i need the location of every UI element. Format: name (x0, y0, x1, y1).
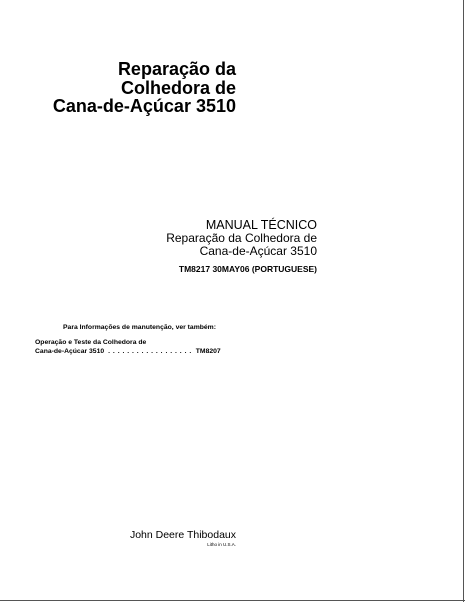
page-edge-bottom (0, 600, 465, 601)
manual-label: MANUAL TÉCNICO (205, 218, 317, 232)
reference-entry-row (35, 347, 221, 356)
manual-code: TM8217 30MAY06 (PORTUGUESE) (178, 264, 317, 274)
reference-entry (35, 338, 221, 356)
manual-subtitle-line-2: Cana-de-Açúcar 3510 (199, 243, 317, 258)
main-title-line-3: Cana-de-Açúcar 3510 (52, 96, 236, 116)
main-title-line-1: Reparação da (117, 59, 236, 79)
page-edge-right (463, 0, 464, 602)
printed-in-note: Litho in U.S.A. (207, 542, 236, 547)
manual-subtitle-line-1: Reparação da Colhedora de (166, 231, 317, 245)
publisher-block (130, 529, 236, 547)
reference-entry-line-1: Operação e Teste da Colhedora de (35, 339, 147, 346)
reference-leader-dots: . . . . . . . . . . . . . . . . . . (108, 348, 192, 355)
reference-entry-line-2: Cana-de-Açúcar 3510 (35, 348, 105, 355)
manual-info (166, 218, 317, 274)
reference-code: TM8207 (195, 348, 221, 355)
publisher-name: John Deere Thibodaux (129, 529, 236, 541)
main-title (53, 60, 236, 116)
main-title-line-2: Colhedora de (120, 77, 236, 98)
see-also-heading: Para Informações de manutenção, ver também: (63, 324, 216, 331)
